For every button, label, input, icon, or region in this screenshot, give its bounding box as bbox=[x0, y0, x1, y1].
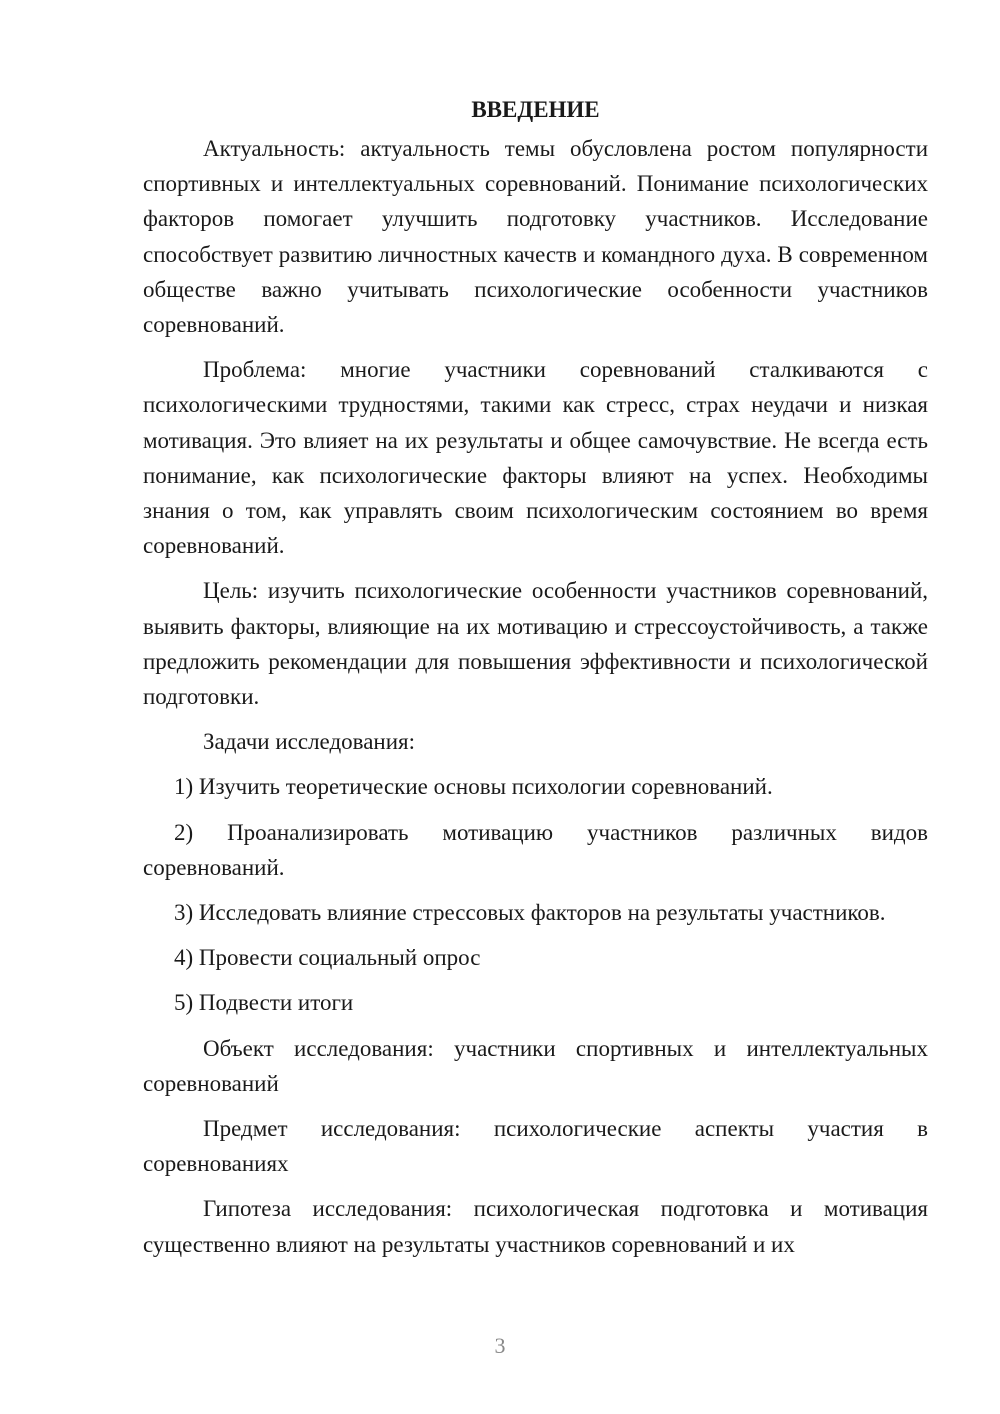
page-number: 3 bbox=[494, 1333, 506, 1358]
object-paragraph: Объект исследования: участники спортивных и интеллектуальных соревнований bbox=[143, 1035, 928, 1096]
subject-paragraph: Предмет исследования: психологические аспекты участия в соревнованиях bbox=[143, 1116, 928, 1177]
tasks-title: Задачи исследования: bbox=[203, 729, 416, 755]
task-item: 2) Проанализировать мотивацию участников различных видов соревнований. bbox=[143, 819, 928, 880]
task-item: 1) Изучить теоретические основы психологии соревнований. bbox=[174, 774, 773, 800]
task-item: 4) Провести социальный опрос bbox=[174, 945, 481, 971]
page-body bbox=[143, 92, 928, 1272]
problem-paragraph: Проблема: многие участники соревнований сталкиваются с психологическими трудностями, такими как стресс, страх неудачи и низкая мотивация. Это влияет на их результаты и общее самочувствие. Не всегда есть понимание, как психологические факторы влияют на успех. Необходимы знания о том, как управлять своим психологическим состоянием во время соревнований. bbox=[143, 357, 928, 559]
task-item: 5) Подвести итоги bbox=[174, 990, 354, 1016]
relevance-paragraph: Актуальность: актуальность темы обусловлена ростом популярности спортивных и интеллектуальных соревнований. Понимание психологических факторов помогает улучшить подготовку участников. Исследование способствует развитию личностных качеств и командного духа. В современном обществе важно учитывать психологические особенности участников соревнований. bbox=[143, 136, 928, 338]
task-item: 3) Исследовать влияние стрессовых факторов на результаты участников. bbox=[174, 900, 886, 926]
hypothesis-paragraph: Гипотеза исследования: психологическая подготовка и мотивация существенно влияют на результаты участников соревнований и их bbox=[143, 1196, 928, 1257]
goal-paragraph: Цель: изучить психологические особенности участников соревнований, выявить факторы, влияющие на их мотивацию и стрессоустойчивость, а также предложить рекомендации для повышения эффективности и психологической подготовки. bbox=[143, 578, 928, 710]
section-heading: ВВЕДЕНИЕ bbox=[471, 97, 600, 122]
